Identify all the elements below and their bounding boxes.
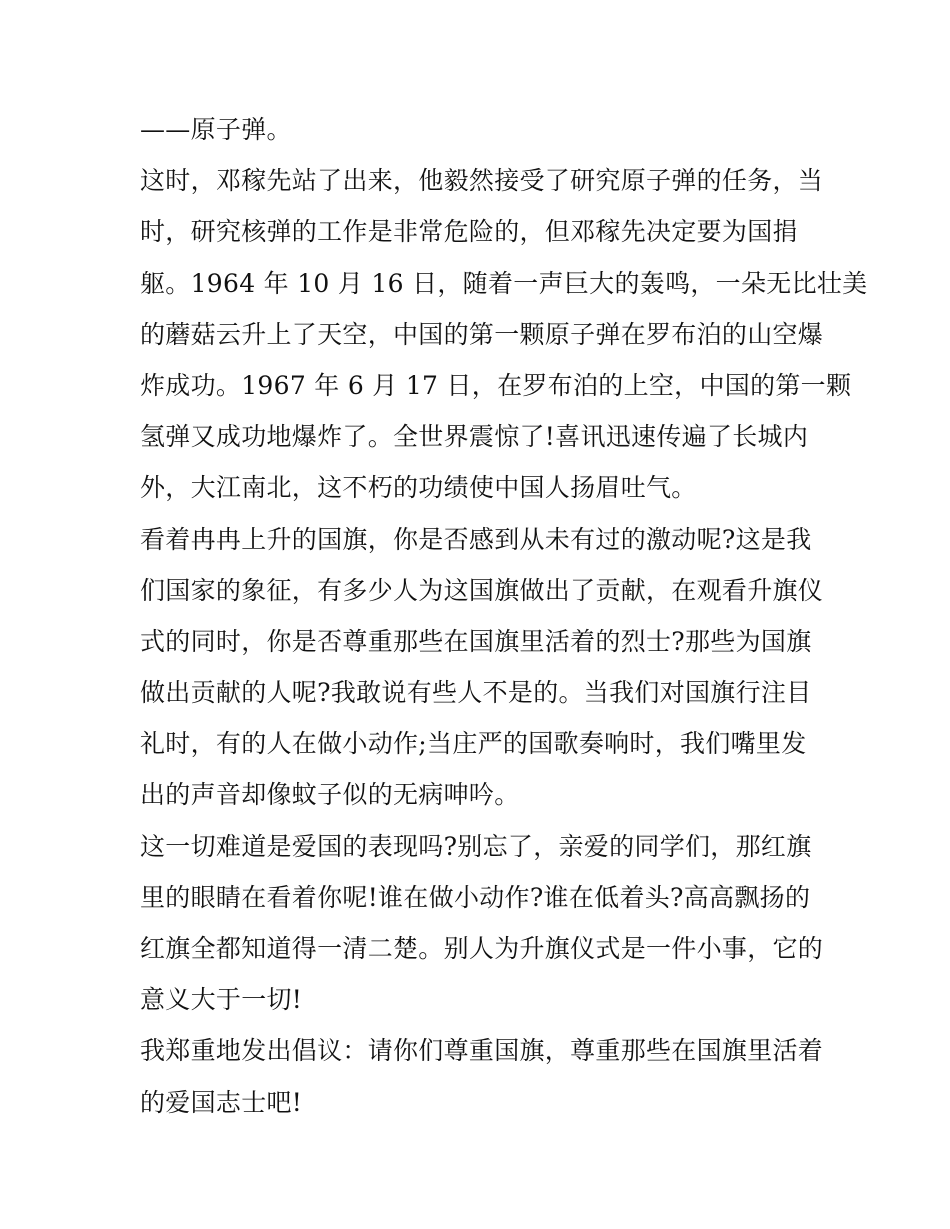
text-line: 看着冉冉上升的国旗，你是否感到从未有过的激动呢?这是我 bbox=[140, 524, 812, 554]
text-line: 炸成功。1967 年 6 月 17 日，在罗布泊的上空，中国的第一颗 bbox=[140, 370, 852, 400]
document-body bbox=[140, 104, 868, 1128]
text-line: 出的声音却像蚊子似的无病呻吟。 bbox=[140, 780, 520, 810]
text-line: 我郑重地发出倡议：请你们尊重国旗，尊重那些在国旗里活着 bbox=[140, 1036, 824, 1066]
text-line: 红旗全都知道得一清二楚。别人为升旗仪式是一件小事，它的 bbox=[140, 934, 824, 963]
text-line: 外，大江南北，这不朽的功绩使中国人扬眉吐气。 bbox=[140, 473, 697, 503]
text-line: 这时，邓稼先站了出来，他毅然接受了研究原子弹的任务，当 bbox=[140, 166, 824, 196]
text-line: 做出贡献的人呢?我敢说有些人不是的。当我们对国旗行注目 bbox=[140, 678, 812, 708]
text-line: 躯。1964 年 10 月 16 日，随着一声巨大的轰鸣，一朵无比壮美 bbox=[140, 268, 868, 298]
text-line: 们国家的象征，有多少人为这国旗做出了贡献，在观看升旗仪 bbox=[140, 575, 824, 605]
text-line: 式的同时，你是否尊重那些在国旗里活着的烈士?那些为国旗 bbox=[140, 626, 812, 656]
text-line: 这一切难道是爱国的表现吗?别忘了，亲爱的同学们，那红旗 bbox=[140, 831, 812, 861]
text-line: 的蘑菇云升上了天空，中国的第一颗原子弹在罗布泊的山空爆 bbox=[140, 319, 824, 349]
text-line: 礼时，有的人在做小动作;当庄严的国歌奏响时，我们嘴里发 bbox=[140, 729, 807, 759]
text-line: 意义大于一切! bbox=[140, 985, 303, 1015]
text-line: 时，研究核弹的工作是非常危险的，但邓稼先决定要为国捐 bbox=[140, 217, 798, 247]
text-line: 氢弹又成功地爆炸了。全世界震惊了!喜讯迅速传遍了长城内 bbox=[140, 422, 809, 452]
text-line: 的爱国志士吧! bbox=[140, 1087, 303, 1117]
text-line: 里的眼睛在看着你呢!谁在做小动作?谁在低着头?高高飘扬的 bbox=[140, 882, 811, 912]
text-line: ——原子弹。 bbox=[140, 115, 292, 144]
